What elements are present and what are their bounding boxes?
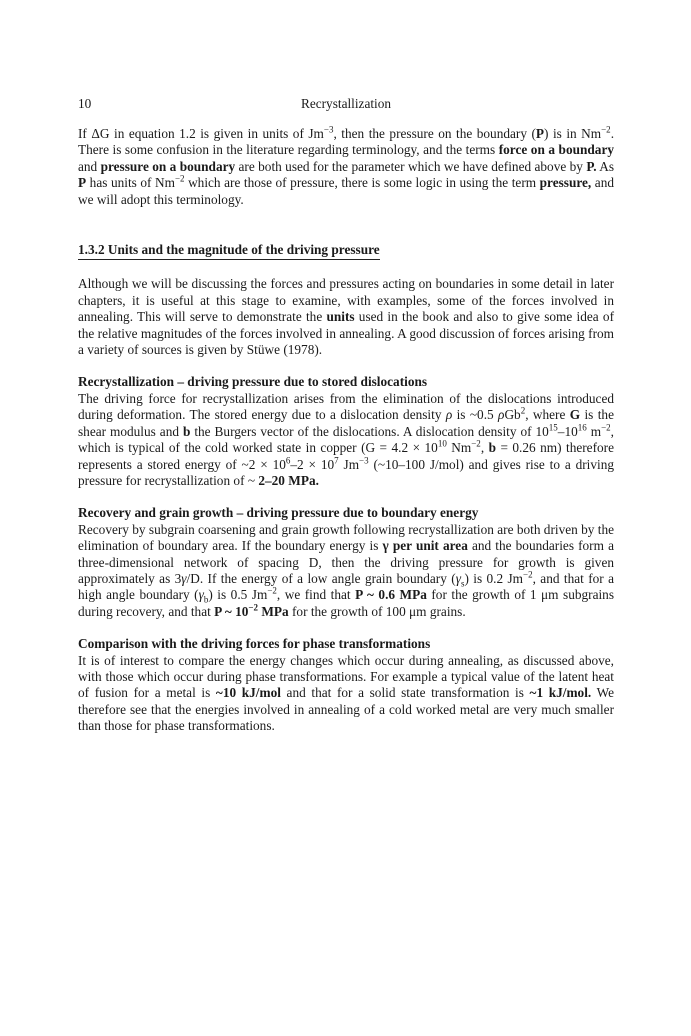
page-body xyxy=(78,126,614,735)
intro-paragraph: If ΔG in equation 1.2 is given in units of $Jm^{-3}$, then the pressure on the boundary (P) is in $Nm^{-2}$. There is some confusion in the literature regarding terminology, and the terms force on a boundary and pressure on a boundary are both used for the parameter which we have defined above by P. As P has units of $Nm^{-2}$ which are those of pressure, there is some logic in using the term pressure, and we will adopt this terminology. xyxy=(78,124,615,207)
comparison-heading: Comparison with the driving forces for phase transformations xyxy=(78,636,431,652)
comparison-paragraph: It is of interest to compare the energy changes which occur during annealing, as discussed above, with those which occur during phase transformations. For example a typical value of the latent heat of fusion for a metal is ~10 kJ/mol and that for a solid state transformation is ~1 kJ/mol. We therefore see that the energies involved in annealing of a cold worked metal are very much smaller than those for phase transformations. xyxy=(78,652,614,734)
section-paragraph: Although we will be discussing the forces and pressures acting on boundaries in some detail in later chapters, it is useful at this stage to examine, with examples, some of the forces involved in annealing. This will serve to demonstrate the units used in the book and also to give some idea of the relative magnitudes of the forces involved in annealing. A good discussion of forces arising from a variety of sources is given by Stüwe (1978). xyxy=(78,276,614,358)
running-title: Recrystallization xyxy=(300,96,392,111)
section-title: 1.3.2 Units and the magnitude of the driving pressure xyxy=(78,242,380,260)
recovery-paragraph: Recovery by subgrain coarsening and grain growth following recrystallization are both driven by the elimination of boundary area. If the boundary energy is γ per unit area and the boundaries form a three-dimensional network of spacing D, then the driving pressure for growth is given approximately as 3γ/D. If the energy of a low angle grain boundary $(\gamma_s)$ is 0.2 $Jm^{-2}$, and that for a high angle boundary $(\gamma_b)$ is 0.5 $Jm^{-2}$, we find that P ~ 0.6 MPa for the growth of 1 μm subgrains during recovery, and that P ~ $10^{-2}$ MPa for the growth of 100 μm grains. xyxy=(78,521,614,619)
page-number: 10 xyxy=(78,96,92,111)
recovery-heading: Recovery and grain growth – driving pressure due to boundary energy xyxy=(78,505,479,521)
recrystallization-paragraph: The driving force for recrystallization arises from the elimination of the dislocations introduced during deformation. The stored energy due to a dislocation density ρ is ~0.5 ρGb$^2$, where G is the shear modulus and b the Burgers vector of the dislocations. A dislocation density of $10^{15}-10^{16}$ $m^{-2}$, which is typical of the cold worked state in copper ($G = 4.2 \times 10^{10}$ $Nm^{-2}$, b = 0.26 nm) therefore represents a stored energy of ~2 × $10^6-2 \times 10^7$ $Jm^{-3}$ (~10–100 J/mol) and gives rise to a driving pressure for recrystallization of ~ 2–20 MPa. xyxy=(78,390,615,488)
running-header xyxy=(78,96,614,114)
recrystallization-heading: Recrystallization – driving pressure due to stored dislocations xyxy=(78,374,428,390)
